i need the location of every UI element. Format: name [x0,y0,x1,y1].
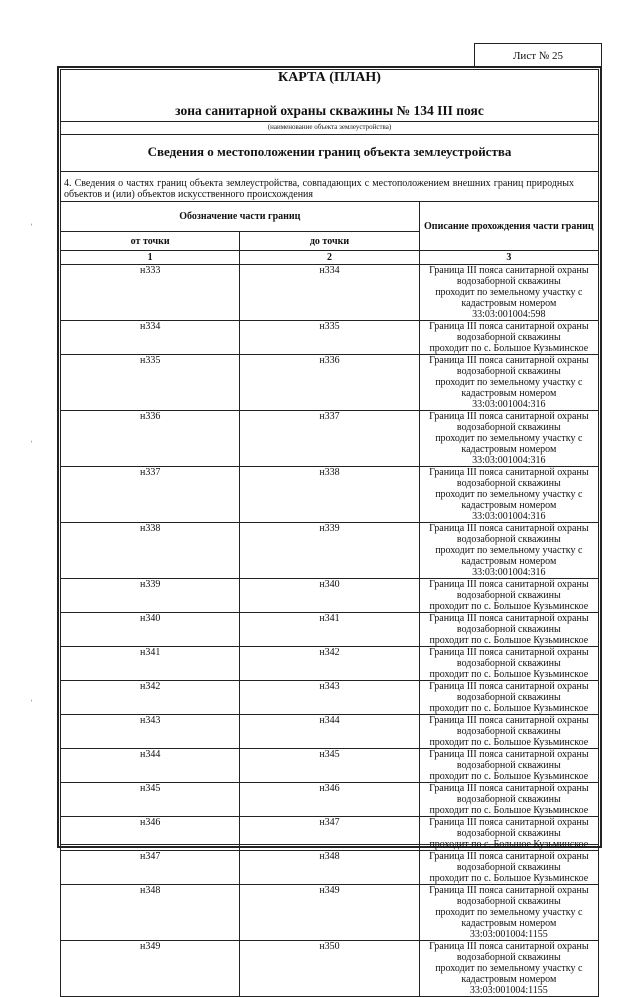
cell-description [419,355,598,411]
table-row [61,411,599,467]
description-line: Граница III пояса санитарной охраны водозаборной скважины [429,817,589,839]
cell-description [419,681,598,715]
description-line: 33:03:001004:598 [472,309,546,320]
description-line: 33:03:001004:1155 [469,929,548,940]
description-line: Граница III пояса санитарной охраны водозаборной скважины [429,613,589,635]
col-number: 1 [61,251,240,265]
boundary-table [60,201,599,997]
cell-to: н334 [240,265,419,321]
cell-to: н342 [240,647,419,681]
cell-from: н338 [61,523,240,579]
description-line: 33:03:001004:316 [472,399,546,410]
cell-description [419,941,598,997]
cell-from: н349 [61,941,240,997]
table-row [61,355,599,411]
cell-to: н346 [240,783,419,817]
cell-to: н340 [240,579,419,613]
cell-to: н347 [240,817,419,851]
description-line: проходит по земельному участку с кадастровым номером [435,907,583,929]
description-line: 33:03:001004:316 [472,455,546,466]
cell-description [419,817,598,851]
description-line: Граница III пояса санитарной охраны водозаборной скважины [429,647,589,669]
description-line: Граница III пояса санитарной охраны водозаборной скважины [429,941,589,963]
description-line: Граница III пояса санитарной охраны водозаборной скважины [429,681,589,703]
cell-description [419,851,598,885]
cell-from: н346 [61,817,240,851]
description-line: проходит по земельному участку с кадастровым номером [435,287,583,309]
cell-to: н345 [240,749,419,783]
cell-description [419,265,598,321]
table-row [61,715,599,749]
table-row [61,783,599,817]
table-row [61,523,599,579]
cell-from: н340 [61,613,240,647]
cell-from: н336 [61,411,240,467]
cell-to: н349 [240,885,419,941]
col-number: 3 [419,251,598,265]
description-line: проходит по земельному участку с кадастровым номером [435,489,583,511]
table-row [61,681,599,715]
cell-description [419,579,598,613]
description-line: проходит по земельному участку с кадастровым номером [435,377,583,399]
description-line: проходит по земельному участку с кадастровым номером [435,433,583,455]
divider [60,134,599,135]
description-line: проходит по с. Большое Кузьминское [429,601,589,612]
cell-to: н348 [240,851,419,885]
description-line: проходит по земельному участку с кадастровым номером [435,545,583,567]
description-line: Граница III пояса санитарной охраны водозаборной скважины [429,523,589,545]
divider [60,171,599,172]
description-line: Граница III пояса санитарной охраны водозаборной скважины [429,783,589,805]
section-title: Сведения о местоположении границ объекта землеустройства [147,144,512,159]
cell-description [419,885,598,941]
description-line: Граница III пояса санитарной охраны водозаборной скважины [429,321,589,343]
cell-to: н335 [240,321,419,355]
description-line: 33:03:001004:316 [472,567,546,578]
table-row [61,265,599,321]
sheet-number: Лист № 25 [474,43,602,68]
description-line: Граница III пояса санитарной охраны водозаборной скважины [429,885,589,907]
table-row [61,817,599,851]
cell-from: н348 [61,885,240,941]
col-number: 2 [240,251,419,265]
description-line: 33:03:001004:316 [472,511,546,522]
table-body [61,265,599,997]
description-line: Граница III пояса санитарной охраны водозаборной скважины [429,749,589,771]
cell-from: н342 [61,681,240,715]
cell-description [419,783,598,817]
description-line: проходит по с. Большое Кузьминское [429,703,589,714]
table-row [61,749,599,783]
subtitle-underline [60,121,599,122]
description-line: Граница III пояса санитарной охраны водозаборной скважины [429,467,589,489]
subtitle-note: (наименование объекта землеустройства) [267,123,392,131]
cell-description [419,321,598,355]
cell-to: н338 [240,467,419,523]
table-row [61,579,599,613]
document-title: КАРТА (ПЛАН) [278,70,381,85]
document-subtitle: зона санитарной охраны скважины № 134 III пояс [175,103,484,118]
description-line: проходит по с. Большое Кузьминское [429,635,589,646]
cell-from: н337 [61,467,240,523]
description-line: Граница III пояса санитарной охраны водозаборной скважины [429,579,589,601]
cell-to: н341 [240,613,419,647]
cell-from: н335 [61,355,240,411]
header-designation: Обозначение части границ [61,202,420,232]
cell-from: н345 [61,783,240,817]
description-line: проходит по с. Большое Кузьминское [429,873,589,884]
description-line: Граница III пояса санитарной охраны водозаборной скважины [429,355,589,377]
description-line: проходит по с. Большое Кузьминское [429,737,589,748]
cell-to: н339 [240,523,419,579]
section-text: 4. Сведения о частях границ объекта землеустройства, совпадающих с местоположением внешних границ природных объектов и (или) объектов искусственного происхождения [64,178,574,200]
table-row [61,851,599,885]
cell-from: н343 [61,715,240,749]
description-line: проходит по с. Большое Кузьминское [429,669,589,680]
description-line: 33:03:001004:1155 [469,985,548,996]
cell-from: н341 [61,647,240,681]
description-line: проходит по с. Большое Кузьминское [429,771,589,782]
cell-from: н334 [61,321,240,355]
cell-description [419,749,598,783]
description-line: проходит по земельному участку с кадастровым номером [435,963,583,985]
header-from: от точки [61,232,240,251]
header-to: до точки [240,232,419,251]
description-line: проходит по с. Большое Кузьминское [429,805,589,816]
cell-description [419,411,598,467]
cell-to: н337 [240,411,419,467]
cell-description [419,715,598,749]
table-row [61,647,599,681]
description-line: Граница III пояса санитарной охраны водозаборной скважины [429,851,589,873]
description-line: проходит по с. Большое Кузьминское [429,343,589,354]
header-description: Описание прохождения части границ [419,202,598,251]
description-line: проходит по с. Большое Кузьминское [429,839,589,850]
cell-description [419,647,598,681]
table-row [61,941,599,997]
table-row [61,613,599,647]
cell-to: н350 [240,941,419,997]
table-row [61,885,599,941]
description-line: Граница III пояса санитарной охраны водозаборной скважины [429,411,589,433]
description-line: Граница III пояса санитарной охраны водозаборной скважины [429,265,589,287]
cell-from: н347 [61,851,240,885]
cell-to: н344 [240,715,419,749]
margin-mark: ˒ [30,435,33,445]
cell-from: н333 [61,265,240,321]
cell-description [419,523,598,579]
cell-to: н336 [240,355,419,411]
table-row [61,321,599,355]
margin-mark: ˒ [30,218,33,228]
description-line: Граница III пояса санитарной охраны водозаборной скважины [429,715,589,737]
cell-description [419,467,598,523]
margin-mark: ˒ [30,694,33,704]
cell-description [419,613,598,647]
table-row [61,467,599,523]
cell-from: н344 [61,749,240,783]
cell-from: н339 [61,579,240,613]
cell-to: н343 [240,681,419,715]
